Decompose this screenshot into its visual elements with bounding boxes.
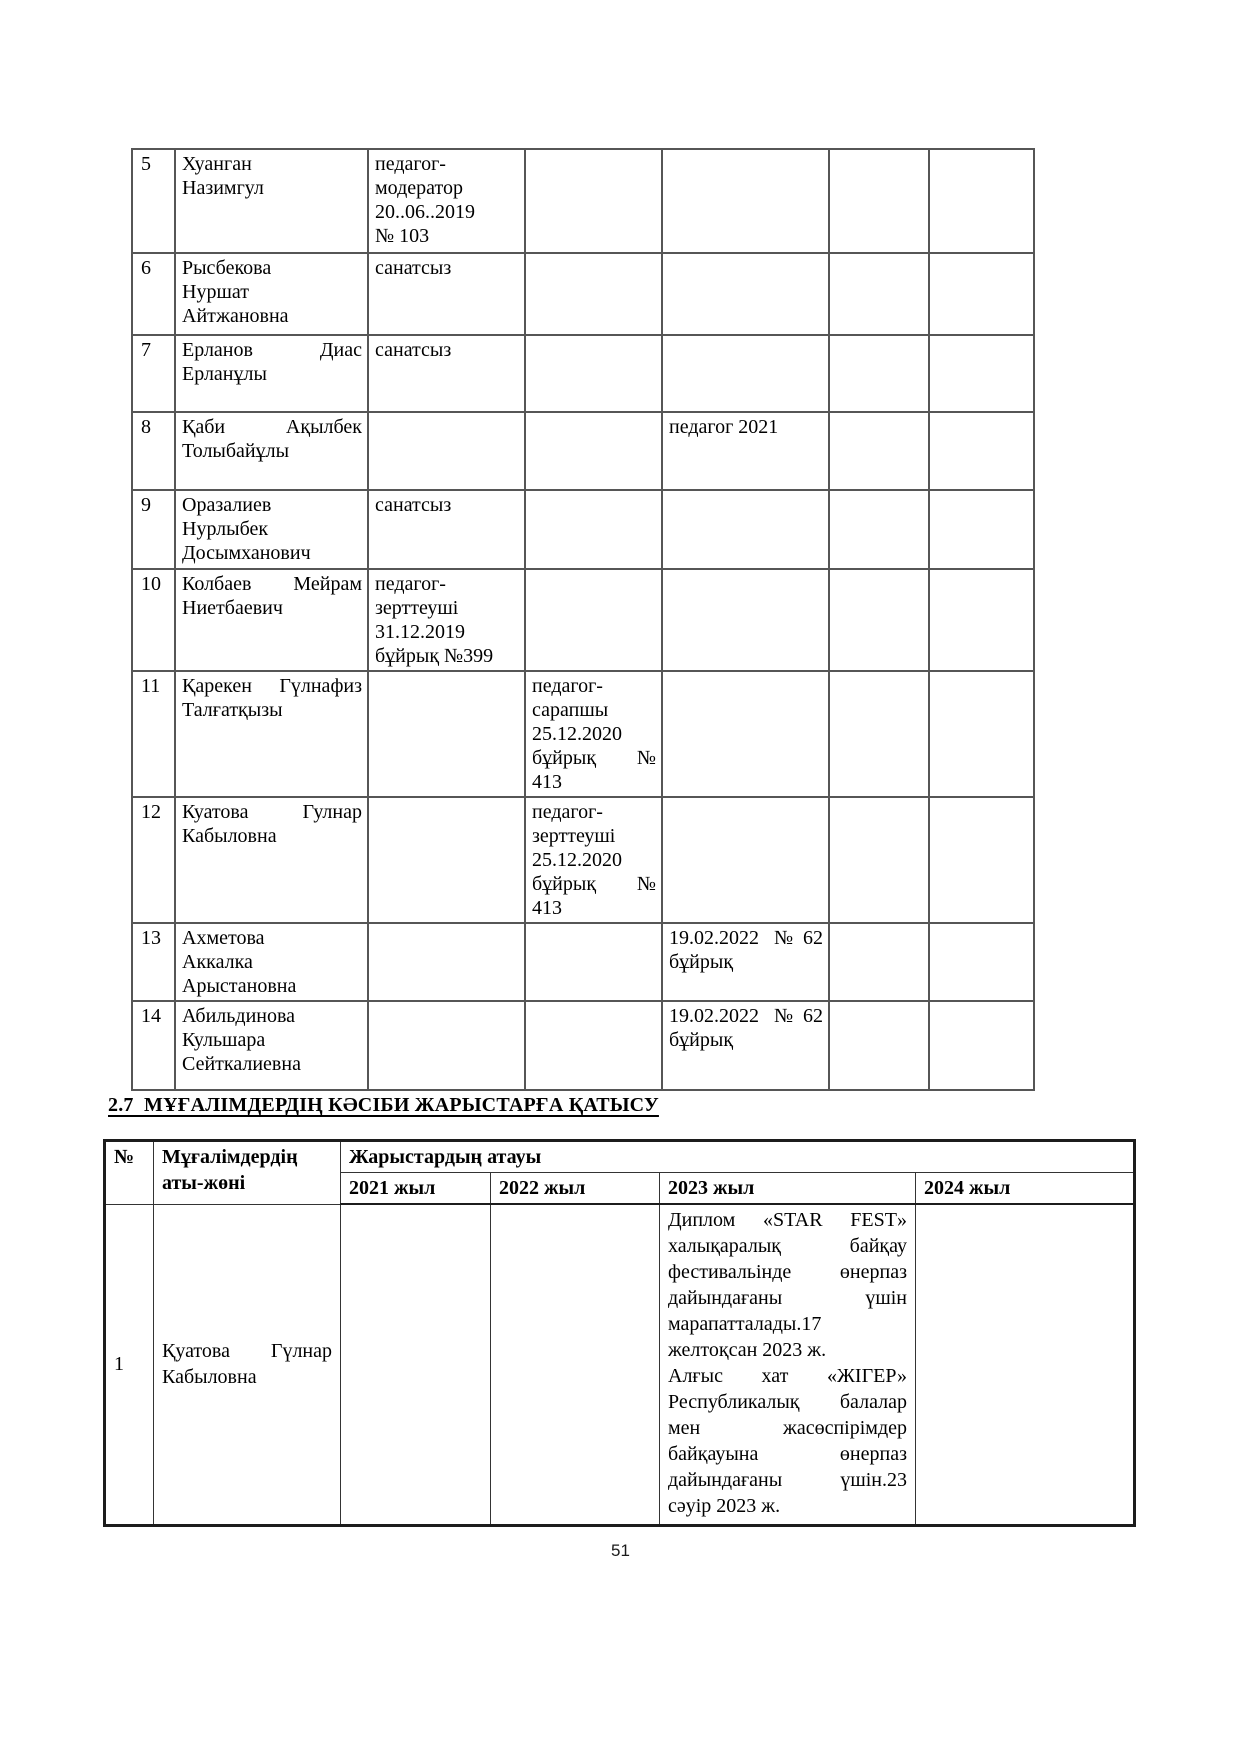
qualification-cell <box>662 923 829 1001</box>
text-paragraph: Қаби Ақылбек Толыбайұлы <box>182 416 362 462</box>
table-row <box>132 923 1034 1001</box>
text-paragraph: санатсыз <box>375 339 452 361</box>
qualification-cell <box>662 490 829 569</box>
qualification-cell <box>368 797 525 923</box>
text-paragraph: Абильдинова Кульшара Сейткалиевна <box>182 1005 301 1075</box>
text-paragraph: Колбаев Мейрам Ниетбаевич <box>182 573 362 619</box>
row-number: 10 <box>132 569 175 671</box>
empty-cell <box>929 149 1034 253</box>
text-paragraph: Ахметова Аккалка Арыстановна <box>182 927 297 997</box>
qualification-cell <box>368 335 525 412</box>
text-paragraph: Рысбекова Нуршат Айтжановна <box>182 257 289 327</box>
qualification-cell <box>525 490 662 569</box>
section-heading: 2.7 МҰҒАЛІМДЕРДІҢ КӘСІБИ ЖАРЫСТАРҒА ҚАТЫСУ <box>108 1094 659 1116</box>
text-paragraph: Қуатова Гүлнар Кабыловна <box>162 1340 332 1388</box>
text-paragraph: санатсыз <box>375 257 452 279</box>
row-number: 5 <box>132 149 175 253</box>
qualification-cell <box>525 1001 662 1090</box>
text-paragraph: Қарекен Гүлнафиз Талғатқызы <box>182 675 362 721</box>
empty-cell <box>829 335 929 412</box>
empty-cell <box>929 253 1034 335</box>
row-number: 1 <box>105 1204 154 1525</box>
empty-cell <box>929 569 1034 671</box>
teacher-name-cell <box>154 1204 341 1525</box>
row-number: 13 <box>132 923 175 1001</box>
qualification-cell <box>368 412 525 490</box>
qualification-cell <box>368 671 525 797</box>
text-paragraph: Ерланов Диас Ерланұлы <box>182 339 362 385</box>
table-row <box>132 1001 1034 1090</box>
empty-cell <box>829 412 929 490</box>
row-number: 7 <box>132 335 175 412</box>
row-number: 14 <box>132 1001 175 1090</box>
table-row <box>105 1204 1135 1525</box>
table-row <box>132 797 1034 923</box>
text-paragraph: Куатова Гулнар Кабыловна <box>182 801 362 847</box>
qualification-cell <box>662 412 829 490</box>
qualification-cell <box>525 923 662 1001</box>
qualification-cell <box>662 335 829 412</box>
empty-cell <box>829 797 929 923</box>
qualification-cell <box>368 569 525 671</box>
competitions-table <box>103 1139 1136 1527</box>
qualification-cell <box>525 149 662 253</box>
qualification-cell <box>662 797 829 923</box>
col-header-2023: 2023 жыл <box>660 1173 916 1205</box>
text-paragraph: педагог 2021 <box>669 416 779 438</box>
text-paragraph: 19.02.2022 №62 бұйрық <box>669 1005 823 1051</box>
empty-cell <box>929 335 1034 412</box>
empty-cell <box>929 671 1034 797</box>
qualification-cell <box>525 671 662 797</box>
qualification-cell <box>662 671 829 797</box>
col-header-2021: 2021 жыл <box>341 1173 491 1205</box>
teacher-name-cell <box>175 1001 368 1090</box>
text-paragraph: Мұғалімдердің аты-жөні <box>162 1146 298 1194</box>
year-2022-cell <box>491 1204 660 1525</box>
text-paragraph: педагог- зерттеуші 31.12.2019 бұйрық №399 <box>375 573 494 667</box>
qualification-cell <box>662 253 829 335</box>
year-2023-cell <box>660 1204 916 1525</box>
col-header-number: № <box>105 1141 154 1205</box>
text-paragraph: Хуанган Назимгул <box>182 153 264 199</box>
table-row <box>132 253 1034 335</box>
qualification-cell <box>662 149 829 253</box>
empty-cell <box>929 1001 1034 1090</box>
teacher-name-cell <box>175 253 368 335</box>
empty-cell <box>929 412 1034 490</box>
empty-cell <box>929 797 1034 923</box>
row-number: 6 <box>132 253 175 335</box>
col-header-2024: 2024 жыл <box>916 1173 1135 1205</box>
col-header-competitions: Жарыстардың атауы <box>341 1141 1135 1173</box>
qualification-cell <box>368 253 525 335</box>
text-paragraph: 19.02.2022 №62 бұйрық <box>669 927 823 973</box>
empty-cell <box>829 253 929 335</box>
empty-cell <box>829 490 929 569</box>
table-row <box>132 490 1034 569</box>
page-number: 51 <box>611 1541 630 1560</box>
text-paragraph: педагог- модератор 20..06..2019 № 103 <box>375 153 475 247</box>
empty-cell <box>829 923 929 1001</box>
qualification-cell <box>368 1001 525 1090</box>
table-row <box>132 335 1034 412</box>
row-number: 12 <box>132 797 175 923</box>
table-row <box>132 412 1034 490</box>
table-row <box>132 569 1034 671</box>
row-number: 9 <box>132 490 175 569</box>
row-number: 8 <box>132 412 175 490</box>
qualification-cell <box>525 335 662 412</box>
empty-cell <box>829 149 929 253</box>
teacher-name-cell <box>175 412 368 490</box>
row-number: 11 <box>132 671 175 797</box>
qualification-cell <box>525 253 662 335</box>
qualification-cell <box>368 923 525 1001</box>
teacher-name-cell <box>175 797 368 923</box>
table-row <box>132 149 1034 253</box>
text-paragraph: Оразалиев Нурлыбек Досымханович <box>182 494 311 564</box>
teacher-name-cell <box>175 569 368 671</box>
text-paragraph: педагог- зерттеуші 25.12.2020 бұйрық № 413 <box>532 801 656 919</box>
qualification-cell <box>525 412 662 490</box>
qualification-cell <box>368 149 525 253</box>
empty-cell <box>929 490 1034 569</box>
col-header-2022: 2022 жыл <box>491 1173 660 1205</box>
teacher-name-cell <box>175 671 368 797</box>
qualification-table <box>131 148 1035 1091</box>
qualification-cell <box>525 569 662 671</box>
teacher-name-cell <box>175 923 368 1001</box>
teacher-name-cell <box>175 149 368 253</box>
qualification-cell <box>662 1001 829 1090</box>
text-paragraph: Диплом «STAR FEST» халықаралық байқау фестивальінде өнерпаз дайындағаны үшін марапатталады.17 желтоқсан 2023 ж. <box>668 1209 907 1361</box>
teacher-name-cell <box>175 490 368 569</box>
empty-cell <box>829 671 929 797</box>
text-paragraph: Алғыс хат «ЖІГЕР» Республикалық балалар мен жасөспірімдер байқауына өнерпаз дайындағаны үшін.23 сәуір 2023 ж. <box>668 1365 907 1517</box>
qualification-cell <box>525 797 662 923</box>
empty-cell <box>829 569 929 671</box>
empty-cell <box>929 923 1034 1001</box>
header-row <box>105 1141 1135 1173</box>
qualification-cell <box>368 490 525 569</box>
text-paragraph: санатсыз <box>375 494 452 516</box>
empty-cell <box>829 1001 929 1090</box>
table-row <box>132 671 1034 797</box>
col-header-teacher <box>154 1141 341 1205</box>
year-2024-cell <box>916 1204 1135 1525</box>
text-paragraph: педагог- сарапшы 25.12.2020 бұйрық № 413 <box>532 675 656 793</box>
qualification-cell <box>662 569 829 671</box>
teacher-name-cell <box>175 335 368 412</box>
year-2021-cell <box>341 1204 491 1525</box>
